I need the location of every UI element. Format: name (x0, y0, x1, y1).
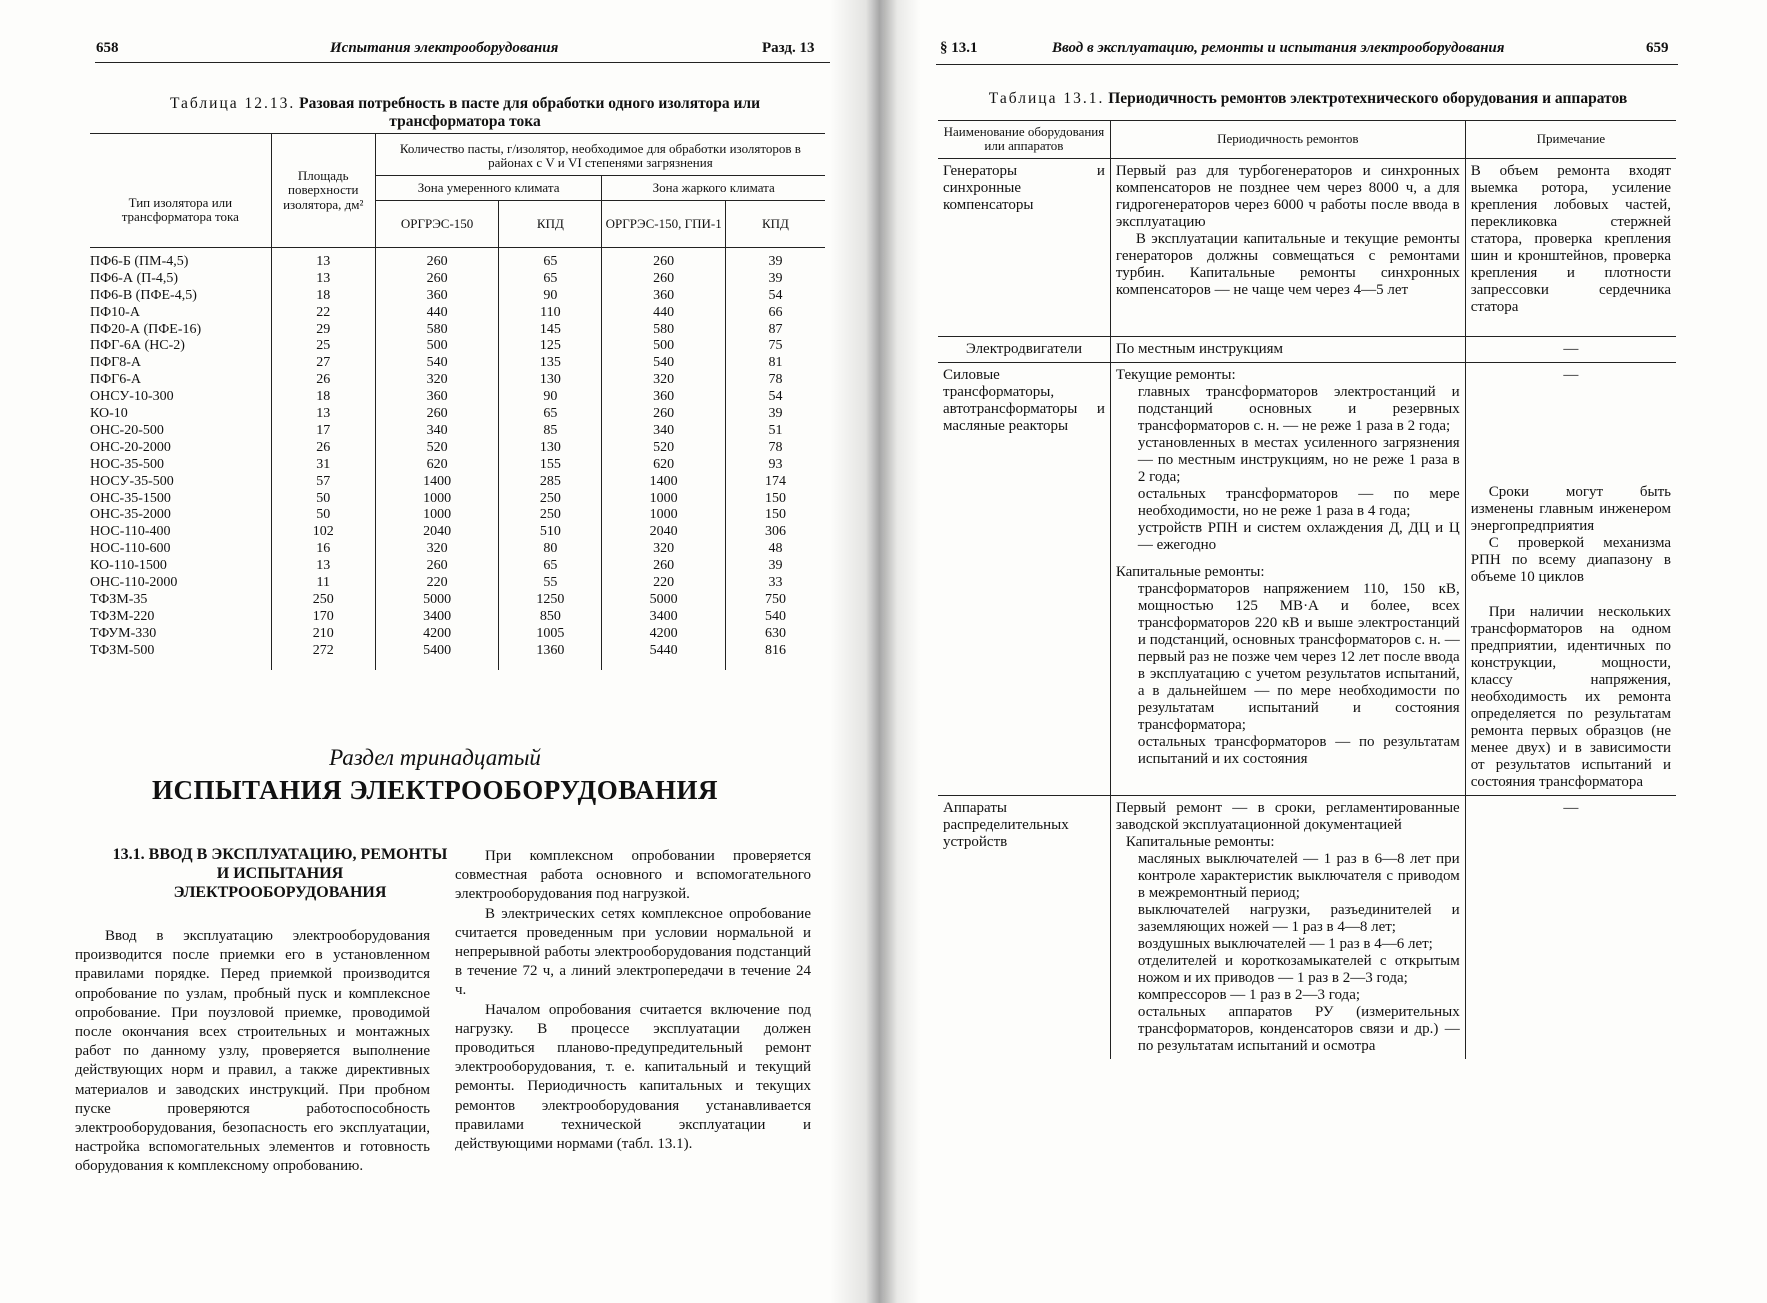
row-note (1465, 158, 1676, 336)
period-line: остальных трансформаторов — по результатам испытаний и их состояния (1137, 733, 1460, 767)
cell-type: ОНС-35-1500 (90, 490, 171, 506)
cell-area: 26 (271, 372, 375, 389)
cell-area: 13 (271, 406, 375, 423)
table-12-13-title: Разовая потребность в пасте для обработки одного изолятора или трансформатора тока (299, 95, 761, 130)
cell-type: ТФЗМ-500 (90, 642, 155, 658)
left-header-rule (95, 62, 830, 63)
table-12-13-caption (120, 95, 810, 131)
paragraph: При комплексном опробовании проверяется совместная работа основного и вспомогательного электрооборудования под нагрузкой. (455, 848, 811, 903)
cell-orgres150gpi: 5000 (602, 592, 726, 609)
cell-orgres150gpi: 260 (602, 271, 726, 288)
cell-kpd1: 65 (499, 406, 602, 423)
period-line: воздушных выключателей — 1 раз в 4—6 лет; (1137, 935, 1433, 952)
cell-orgres150gpi: 520 (602, 440, 726, 457)
table-row (938, 362, 1676, 795)
paragraph: Ввод в эксплуатацию электрооборудования производится после приемки его в установленном правилами порядке. Перед приемкой производится опробование по узлам, пробный пуск и комплексное опробование. При поузловой приемке, проводимой после окончания всех строительных и монтажных работ по данному узлу, проверяется выполнение действующих норм и правил, а также директивных материалов и заводских инструкций. При пробном пуске проверяются работоспособность электрооборудования, безопасность его эксплуатации, настройка вспомогательных элементов и готовность оборудования к комплексному опробованию. (75, 928, 430, 1175)
cell-area: 31 (271, 457, 375, 474)
cell-orgres150: 340 (375, 423, 499, 440)
table-13-1-caption (938, 90, 1678, 108)
cell-type: ОНС-35-2000 (90, 507, 171, 523)
table-row (90, 423, 825, 440)
cell-type: ПФГ-6А (НС-2) (90, 338, 185, 354)
cell-orgres150: 5000 (375, 592, 499, 609)
cell-orgres150: 320 (375, 372, 499, 389)
cell-orgres150gpi: 260 (602, 247, 726, 270)
cell-orgres150: 260 (375, 247, 499, 270)
cell-orgres150gpi: 360 (602, 288, 726, 305)
cell-orgres150gpi: 620 (602, 457, 726, 474)
row-period (1110, 336, 1465, 362)
cell-type: ПФ6-Б (ПМ-4,5) (90, 253, 189, 269)
period-line: устройств РПН и систем охлаждения Д, ДЦ и Ц — ежегодно (1137, 519, 1460, 553)
cell-orgres150: 520 (375, 440, 499, 457)
cell-kpd1: 90 (499, 288, 602, 305)
period-line: Капитальные ремонты: (1115, 563, 1265, 580)
cell-type: ПФ10-А (90, 304, 140, 320)
period-line: остальных аппаратов РУ (измерительных трансформаторов, конденсаторов связи и др.) — по результатам испытаний и осмотра (1137, 1003, 1460, 1054)
period-line: отделителей и короткозамыкателей с открытым ножом и их приводов — 1 раз в 2—3 года; (1137, 952, 1460, 986)
cell-kpd2: 93 (725, 457, 825, 474)
period-line: главных трансформаторов электростанций и подстанций основных и резервных трансформаторов с. н. — не реже 1 раза в 2 года; (1137, 383, 1460, 434)
cell-area: 17 (271, 423, 375, 440)
row-name: Силовые трансформаторы, автотрансформаторы и масляные реакторы (938, 362, 1110, 795)
left-page (0, 0, 870, 1303)
right-page-number: 659 (1646, 40, 1669, 56)
cell-orgres150: 360 (375, 288, 499, 305)
cell-kpd1: 510 (499, 524, 602, 541)
cell-kpd1: 80 (499, 541, 602, 558)
right-section-ref: § 13.1 (940, 40, 978, 56)
period-line: В эксплуатации капитальные и текущие ремонты генераторов должны совмещаться с ремонтами турбин. Капитальные ремонты синхронных компенсаторов — не чаще чем через 4—5 лет (1115, 230, 1460, 298)
col-type-header: Тип изолятора или трансформатора тока (121, 194, 239, 224)
cell-kpd2: 630 (725, 626, 825, 643)
cell-orgres150: 620 (375, 457, 499, 474)
period-line: трансформаторов напряжением 110, 150 кВ, мощностью 125 МВ·А и более, всех трансформаторов 220 кВ и выше электростанций и подстанций, основных трансформаторов с. н. — первый раз не позже чем через 12 лет после ввода в эксплуатацию с учетом результатов испытаний, а в дальнейшем — по мере необходимости по результатам испытаний и состояния трансформатора; (1137, 580, 1460, 733)
left-running-title: Испытания электрооборудования (330, 40, 559, 56)
table-row (90, 491, 825, 508)
cell-kpd2: 81 (725, 355, 825, 372)
cell-kpd2: 54 (725, 288, 825, 305)
cell-type: ОНС-20-500 (90, 422, 164, 438)
cell-kpd1: 145 (499, 322, 602, 339)
cell-type: НОСУ-35-500 (90, 473, 174, 489)
subsection-title: 13.1. ВВОД В ЭКСПЛУАТАЦИЮ, РЕМОНТЫ И ИСПЫТАНИЯ ЭЛЕКТРООБОРУДОВАНИЯ (112, 846, 448, 902)
cell-orgres150gpi: 320 (602, 372, 726, 389)
cell-area: 25 (271, 338, 375, 355)
cell-kpd1: 1005 (499, 626, 602, 643)
cell-orgres150: 260 (375, 271, 499, 288)
cell-kpd2: 174 (725, 474, 825, 491)
row-name: Аппараты распределительных устройств (938, 795, 1110, 1059)
cell-orgres150gpi: 440 (602, 305, 726, 322)
kpd-header-2: КПД (725, 200, 825, 247)
cell-orgres150: 500 (375, 338, 499, 355)
cell-kpd2: 39 (725, 558, 825, 575)
cell-area: 13 (271, 271, 375, 288)
table-row (90, 457, 825, 474)
row-note (1465, 362, 1676, 795)
cell-orgres150: 1000 (375, 491, 499, 508)
cell-kpd1: 130 (499, 440, 602, 457)
cell-orgres150gpi: 4200 (602, 626, 726, 643)
cell-orgres150gpi: 260 (602, 558, 726, 575)
cell-area: 11 (271, 575, 375, 592)
cell-type: КО-110-1500 (90, 558, 167, 574)
table-row (90, 524, 825, 541)
col-area-header: Площадь поверхности изолятора, дм² (271, 134, 375, 248)
left-column-text (75, 927, 430, 1177)
cell-area: 18 (271, 288, 375, 305)
table-13-1-label: Таблица 13.1. (988, 90, 1105, 107)
cell-kpd1: 110 (499, 305, 602, 322)
cell-orgres150gpi: 340 (602, 423, 726, 440)
table-row (90, 305, 825, 322)
table-13-1-title: Периодичность ремонтов электротехнического оборудования и аппаратов (1108, 90, 1628, 107)
cell-area: 50 (271, 491, 375, 508)
cell-area: 27 (271, 355, 375, 372)
row-note (1465, 336, 1676, 362)
cell-kpd2: 87 (725, 322, 825, 339)
cell-area: 210 (271, 626, 375, 643)
col-amount-header: Количество пасты, г/изолятор, необходимое для обработки изоляторов в районах с V и VI степенями загрязнения (375, 134, 825, 176)
cell-type: ТФЗМ-35 (90, 592, 148, 608)
cell-orgres150: 260 (375, 558, 499, 575)
table-row (90, 575, 825, 592)
table-row (938, 795, 1676, 1059)
cell-type: ПФГ6-А (90, 372, 142, 388)
cell-kpd2: 78 (725, 372, 825, 389)
cell-type: ОНСУ-10-300 (90, 389, 174, 405)
paragraph: Началом опробования считается включение под нагрузку. В процессе эксплуатации должен проводиться планово-предупредительный ремонт электрооборудования, т. е. капитальный и текущий ремонты. Периодичность капитальных и текущих ремонтов электрооборудования устанавливается правилами технической эксплуатации и действующими нормами (табл. 13.1). (455, 1001, 811, 1153)
cell-orgres150gpi: 540 (602, 355, 726, 372)
cell-orgres150gpi: 1000 (602, 491, 726, 508)
cell-kpd2: 54 (725, 389, 825, 406)
col-note-header: Примечание (1465, 121, 1676, 159)
table-row (90, 389, 825, 406)
cell-area: 22 (271, 305, 375, 322)
cell-kpd2: 150 (725, 491, 825, 508)
cell-type: ПФГ8-А (90, 355, 142, 371)
cell-orgres150: 220 (375, 575, 499, 592)
table-row (938, 158, 1676, 336)
cell-kpd2: 540 (725, 609, 825, 626)
period-line: масляных выключателей — 1 раз в 6—8 лет при контроле характеристик выключателя с приводом в межремонтный период; (1137, 850, 1460, 901)
row-name: Генераторы и синхронные компенсаторы (938, 158, 1110, 336)
cell-kpd2: 816 (725, 643, 825, 670)
note-line: При наличии нескольких трансформаторов на одном предприятии, идентичных по конструкции, мощности, классу напряжения, необходимость их ремонта определяется по результатам ремонта первых образцов (не менее двух) и в зависимости от результатов испытаний и состояния трансформатора (1470, 603, 1671, 790)
cell-kpd1: 155 (499, 457, 602, 474)
cell-kpd1: 250 (499, 491, 602, 508)
table-row (90, 271, 825, 288)
right-column-text (455, 847, 811, 1154)
table-row (90, 558, 825, 575)
cell-area: 102 (271, 524, 375, 541)
cell-kpd1: 1250 (499, 592, 602, 609)
note-line: — (1563, 340, 1579, 357)
cell-kpd1: 125 (499, 338, 602, 355)
cell-type: ПФ6-В (ПФЕ-4,5) (90, 287, 197, 303)
table-row (90, 288, 825, 305)
right-running-title: Ввод в эксплуатацию, ремонты и испытания электрооборудования (1052, 40, 1505, 56)
note-line: Сроки могут быть изменены главным инженером энергопредприятия (1470, 483, 1671, 534)
orgres-150-gpi-header: ОРГРЭС-150, ГПИ-1 (602, 200, 726, 247)
cell-kpd2: 306 (725, 524, 825, 541)
table-12-13-body (90, 247, 825, 669)
table-row (90, 247, 825, 270)
cell-orgres150: 5400 (375, 643, 499, 670)
book-gutter-shadow (830, 0, 920, 1303)
cell-area: 13 (271, 247, 375, 270)
cell-kpd1: 130 (499, 372, 602, 389)
cell-type: ОНС-20-2000 (90, 439, 171, 455)
table-row (90, 440, 825, 457)
cell-orgres150gpi: 3400 (602, 609, 726, 626)
cell-orgres150: 1400 (375, 474, 499, 491)
cell-area: 26 (271, 440, 375, 457)
table-12-13 (90, 133, 825, 670)
cell-orgres150: 360 (375, 389, 499, 406)
cell-orgres150gpi: 5440 (602, 643, 726, 670)
zone-temperate-header: Зона умеренного климата (375, 175, 602, 200)
note-line: В объем ремонта входят выемка ротора, усиление крепления лобовых частей, перекликовка стержней статора, проверка крепления шин и кронштейнов, проверка крепления и плотности запрессовки сердечника статора (1470, 162, 1671, 315)
table-row (90, 592, 825, 609)
cell-kpd1: 850 (499, 609, 602, 626)
cell-type: ПФ20-А (ПФЕ-16) (90, 321, 202, 337)
cell-orgres150gpi: 1400 (602, 474, 726, 491)
cell-kpd1: 250 (499, 507, 602, 524)
table-row (90, 541, 825, 558)
table-12-13-label: Таблица 12.13. (169, 95, 296, 112)
cell-orgres150: 4200 (375, 626, 499, 643)
cell-area: 13 (271, 558, 375, 575)
cell-orgres150gpi: 2040 (602, 524, 726, 541)
cell-type: ОНС-110-2000 (90, 575, 178, 591)
table-13-1 (938, 120, 1676, 1059)
cell-orgres150: 540 (375, 355, 499, 372)
cell-area: 250 (271, 592, 375, 609)
table-row (90, 507, 825, 524)
cell-type: КО-10 (90, 406, 128, 422)
cell-kpd2: 78 (725, 440, 825, 457)
cell-orgres150gpi: 320 (602, 541, 726, 558)
section-italic-title: Раздел тринадцатый (329, 745, 541, 770)
table-row (90, 474, 825, 491)
cell-kpd2: 75 (725, 338, 825, 355)
kpd-header-1: КПД (499, 200, 602, 247)
table-row (90, 355, 825, 372)
cell-kpd2: 66 (725, 305, 825, 322)
table-row (90, 626, 825, 643)
period-line: Капитальные ремонты: (1125, 833, 1275, 850)
cell-area: 29 (271, 322, 375, 339)
cell-type: ТФЗМ-220 (90, 608, 155, 624)
section-title: ИСПЫТАНИЯ ЭЛЕКТРООБОРУДОВАНИЯ (151, 775, 719, 805)
period-line: остальных трансформаторов — по мере необходимости, но не реже 1 раза в 4 года; (1137, 485, 1460, 519)
period-line: По местным инструкциям (1115, 340, 1284, 357)
cell-orgres150: 580 (375, 322, 499, 339)
table-row (90, 643, 825, 670)
right-header-rule (936, 64, 1678, 65)
cell-orgres150: 260 (375, 406, 499, 423)
cell-kpd2: 39 (725, 406, 825, 423)
cell-kpd1: 285 (499, 474, 602, 491)
cell-orgres150: 440 (375, 305, 499, 322)
period-line: выключателей нагрузки, разъединителей и заземляющих ножей — 1 раз в 4—8 лет; (1137, 901, 1460, 935)
period-line: Первый ремонт — в сроки, регламентированные заводской эксплуатационной документацией (1115, 799, 1460, 833)
table-row (90, 322, 825, 339)
row-period (1110, 158, 1465, 336)
cell-orgres150gpi: 260 (602, 406, 726, 423)
cell-area: 57 (271, 474, 375, 491)
cell-kpd2: 39 (725, 247, 825, 270)
cell-orgres150gpi: 500 (602, 338, 726, 355)
cell-orgres150: 2040 (375, 524, 499, 541)
col-name-header: Наименование оборудования или аппаратов (938, 121, 1110, 159)
zone-hot-header: Зона жаркого климата (602, 175, 825, 200)
left-section-ref: Разд. 13 (762, 40, 815, 56)
cell-orgres150gpi: 360 (602, 389, 726, 406)
cell-kpd1: 1360 (499, 643, 602, 670)
cell-orgres150gpi: 1000 (602, 507, 726, 524)
cell-kpd1: 65 (499, 247, 602, 270)
cell-orgres150gpi: 580 (602, 322, 726, 339)
note-line: С проверкой механизма РПН по всему диапазону в объеме 10 циклов (1470, 534, 1671, 585)
cell-orgres150: 320 (375, 541, 499, 558)
period-line: Первый раз для турбогенераторов и синхронных компенсаторов не позднее чем через 8000 ч, а для гидрогенераторов через 6000 ч работы после ввода в эксплуатацию (1115, 162, 1460, 230)
cell-area: 50 (271, 507, 375, 524)
cell-type: НОС-35-500 (90, 456, 165, 472)
table-row (90, 338, 825, 355)
cell-area: 18 (271, 389, 375, 406)
cell-kpd2: 48 (725, 541, 825, 558)
table-row (90, 372, 825, 389)
period-line: Текущие ремонты: (1115, 366, 1236, 383)
cell-kpd2: 33 (725, 575, 825, 592)
cell-kpd1: 55 (499, 575, 602, 592)
cell-kpd2: 51 (725, 423, 825, 440)
cell-kpd2: 39 (725, 271, 825, 288)
cell-type: ПФ6-А (П-4,5) (90, 270, 179, 286)
cell-kpd2: 750 (725, 592, 825, 609)
paragraph: В электрических сетях комплексное опробование считается проведенным при условии нормальной и непрерывной работы электрооборудования подстанций в течение 72 ч, а линий электропередачи в течение 24 ч. (455, 905, 811, 999)
cell-kpd1: 135 (499, 355, 602, 372)
cell-kpd2: 150 (725, 507, 825, 524)
row-period (1110, 795, 1465, 1059)
cell-kpd1: 85 (499, 423, 602, 440)
cell-type: ТФУМ-330 (90, 625, 157, 641)
row-period (1110, 362, 1465, 795)
table-row (90, 406, 825, 423)
cell-kpd1: 90 (499, 389, 602, 406)
cell-kpd1: 65 (499, 558, 602, 575)
orgres-150-header: ОРГРЭС-150 (375, 200, 499, 247)
note-line: — (1563, 799, 1579, 816)
cell-orgres150: 1000 (375, 507, 499, 524)
cell-orgres150gpi: 220 (602, 575, 726, 592)
note-line: — (1563, 366, 1579, 383)
cell-kpd1: 65 (499, 271, 602, 288)
cell-area: 16 (271, 541, 375, 558)
table-row (90, 609, 825, 626)
col-period-header: Периодичность ремонтов (1110, 121, 1465, 159)
table-row (938, 336, 1676, 362)
row-note (1465, 795, 1676, 1059)
cell-type: НОС-110-600 (90, 541, 171, 557)
cell-area: 272 (271, 643, 375, 670)
cell-type: НОС-110-400 (90, 524, 171, 540)
row-name: Электродвигатели (938, 336, 1110, 362)
left-page-number: 658 (96, 40, 119, 56)
period-line: установленных в местах усиленного загрязнения — по местным инструкциям, но не реже 1 раза в 2 года; (1137, 434, 1460, 485)
cell-orgres150: 3400 (375, 609, 499, 626)
period-line: компрессоров — 1 раз в 2—3 года; (1137, 986, 1361, 1003)
cell-area: 170 (271, 609, 375, 626)
